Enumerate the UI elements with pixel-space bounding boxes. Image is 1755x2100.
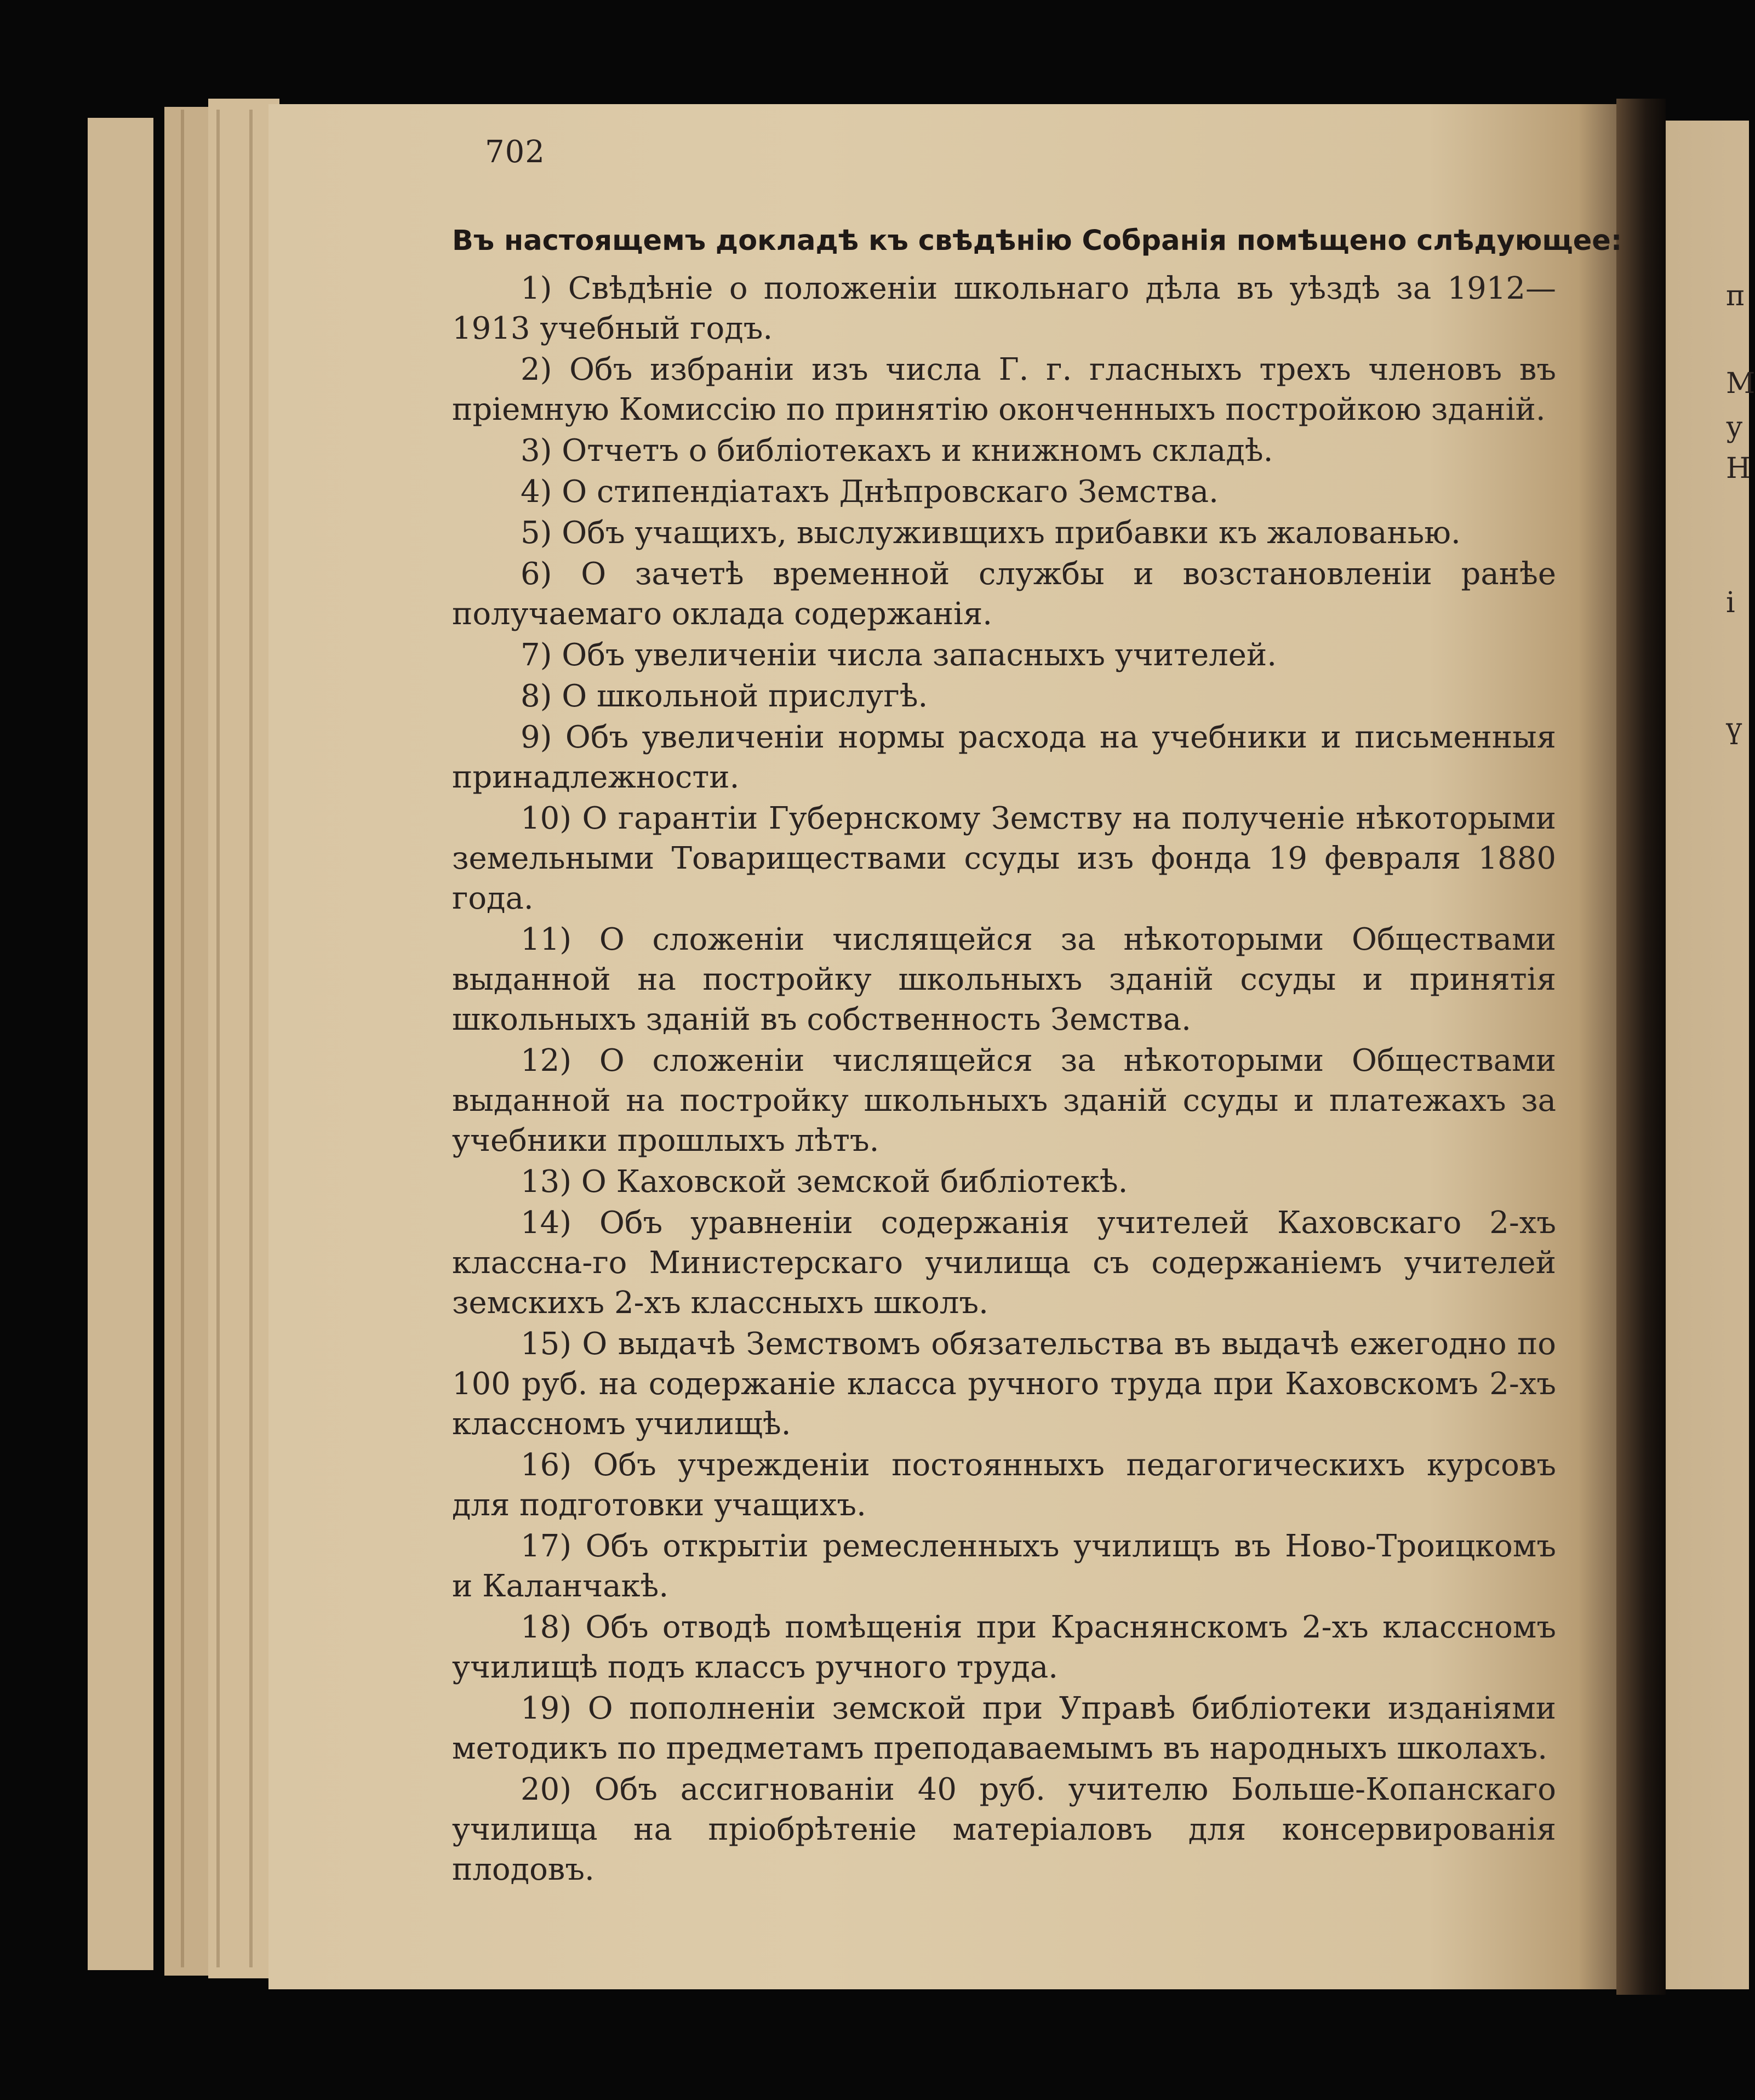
page-number: 702 bbox=[485, 134, 545, 170]
agenda-item-5: 5) Объ учащихъ, выслуживщихъ прибавки къ жалованью. bbox=[521, 515, 1461, 551]
agenda-item-7: 7) Объ увеличеніи числа запасныхъ учителей. bbox=[521, 637, 1277, 673]
agenda-item-12: 12) О сложеніи числящейся за нѣкоторыми Обществами выданной на постройку школьныхъ зданій ссуды и платежахъ за учебники прошлыхъ лѣтъ. bbox=[452, 1043, 1556, 1159]
agenda-item-19: 19) О пополненіи земской при Управѣ библіотеки изданіями методикъ по предметамъ преподаваемымъ въ народныхъ школахъ. bbox=[452, 1691, 1556, 1766]
page-edge-line bbox=[216, 110, 220, 1967]
agenda-item-17: 17) Объ открытіи ремесленныхъ училищъ въ Ново-Троицкомъ и Каланчакѣ. bbox=[452, 1528, 1556, 1604]
agenda-item-15: 15) О выдачѣ Земствомъ обязательства въ выдачѣ ежегодно по 100 руб. на содержаніе класса ручного труда при Каховскомъ 2-хъ классномъ училищѣ. bbox=[452, 1326, 1556, 1442]
agenda-item-8: 8) О школьной прислугѣ. bbox=[521, 678, 928, 714]
facing-page-fragment: М bbox=[1726, 367, 1755, 400]
agenda-item-6: 6) О зачетѣ временной службы и возстановленіи ранѣе получаемаго оклада содержанія. bbox=[452, 556, 1556, 632]
agenda-item-13: 13) О Каховской земской библіотекѣ. bbox=[521, 1164, 1128, 1200]
agenda-item-14: 14) Объ уравненіи содержанія учителей Каховскаго 2-хъ классна-го Министерскаго училища съ содержаніемъ учителей земскихъ 2-хъ классныхъ школъ. bbox=[452, 1205, 1556, 1321]
agenda-item-11: 11) О сложеніи числящейся за нѣкоторыми Обществами выданной на постройку школьныхъ зданій ссуды и принятія школьныхъ зданій въ собственность Земства. bbox=[452, 922, 1556, 1037]
agenda-list bbox=[452, 269, 1556, 1891]
agenda-item-1: 1) Свѣдѣніе о положеніи школьнаго дѣла въ уѣздѣ за 1912—1913 учебный годъ. bbox=[452, 271, 1556, 346]
page-edges-left bbox=[88, 118, 153, 1970]
agenda-item-16: 16) Объ учрежденіи постоянныхъ педагогическихъ курсовъ для подготовки учащихъ. bbox=[452, 1447, 1556, 1523]
page-edge-line bbox=[181, 110, 184, 1967]
agenda-item-3: 3) Отчетъ о библіотекахъ и книжномъ складѣ. bbox=[521, 433, 1273, 469]
agenda-item-2: 2) Объ избраніи изъ числа Г. г. гласныхъ трехъ членовъ въ пріемную Комиссію по принятію оконченныхъ постройкою зданій. bbox=[452, 352, 1556, 427]
agenda-item-18: 18) Объ отводѣ помѣщенія при Краснянскомъ 2-хъ классномъ училищѣ подъ классъ ручного труда. bbox=[452, 1610, 1556, 1685]
page-edge-line bbox=[249, 110, 253, 1967]
agenda-item-20: 20) Объ ассигнованіи 40 руб. учителю Больше-Копанскаго училища на пріобрѣтеніе матеріаловъ для консервированія плодовъ. bbox=[452, 1772, 1556, 1887]
facing-page-fragment: Н bbox=[1726, 452, 1751, 485]
agenda-item-10: 10) О гарантіи Губернскому Земству на полученіе нѣкоторыми земельными Товариществами ссуды изъ фонда 19 февраля 1880 года. bbox=[452, 801, 1556, 916]
facing-page-fragment: у bbox=[1726, 411, 1743, 444]
facing-page-fragment: і bbox=[1726, 586, 1735, 619]
book-gutter bbox=[1616, 99, 1666, 1995]
report-intro-heading: Въ настоящемъ докладѣ къ свѣдѣнію Собранія помѣщено слѣдующее: bbox=[452, 225, 1622, 257]
agenda-item-4: 4) О стипендіатахъ Днѣпровскаго Земства. bbox=[521, 474, 1219, 510]
facing-page-fragment: п bbox=[1726, 279, 1745, 312]
facing-page-fragment: ү bbox=[1726, 712, 1742, 745]
agenda-item-9: 9) Объ увеличеніи нормы расхода на учебники и письменныя принадлежности. bbox=[452, 720, 1556, 795]
